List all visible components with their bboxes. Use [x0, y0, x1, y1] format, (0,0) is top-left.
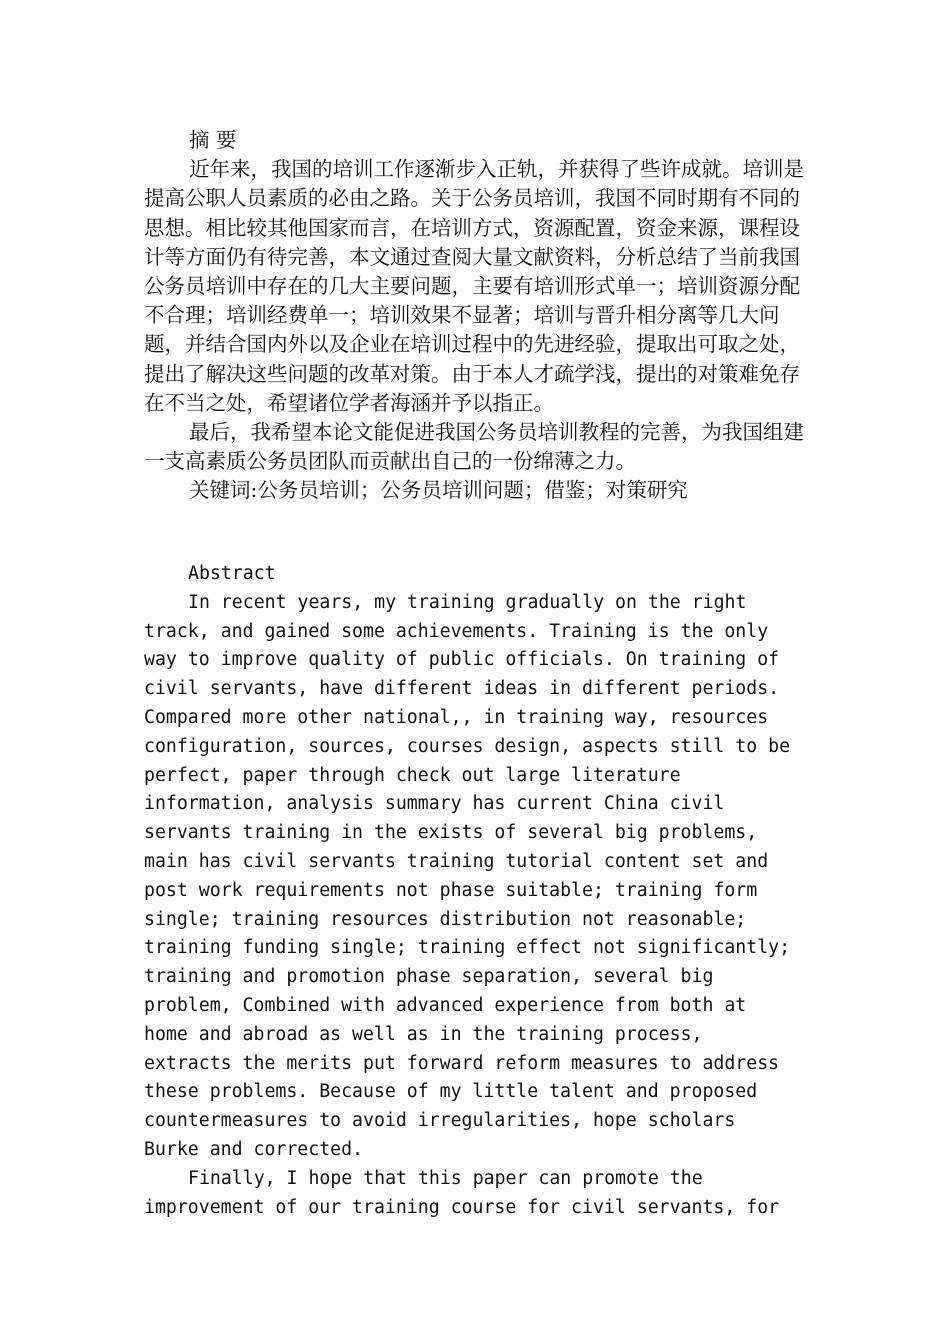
chinese-abstract-heading: 摘 要 [189, 128, 237, 152]
chinese-abstract-paragraph-1: 近年来，我国的培训工作逐渐步入正轨，并获得了些许成就。培训是提高公职人员素质的必由之路。关于公务员培训，我国不同时期有不同的思想。相比较其他国家而言，在培训方式，资源配置，资金来源，课程设计等方面仍有待完善，本文通过查阅大量文献资料，分析总结了当前我国公务员培训中存在的几大主要问题，主要有培训形式单一；培训资源分配不合理；培训经费单一；培训效果不显著；培训与晋升相分离等几大问题，并结合国内外以及企业在培训过程中的先进经验，提取出可取之处，提出了解决这些问题的改革对策。由于本人才疏学浅，提出的对策难免存在不当之处，希望诸位学者海涵并予以指正。 [144, 157, 804, 415]
english-final-line: Finally, I hope that this paper can promote the [188, 1167, 703, 1189]
english-abstract-line: servants training in the exists of several big problems, [144, 822, 758, 844]
english-abstract [144, 560, 814, 1222]
english-abstract-line: countermeasures to avoid irregularities, hope scholars [144, 1110, 736, 1132]
english-abstract-line: problem, Combined with advanced experience from both at [144, 994, 747, 1016]
english-abstract-line: civil servants, have different ideas in different periods. [144, 678, 780, 700]
english-abstract-line: home and abroad as well as in the training process, [144, 1023, 703, 1045]
english-abstract-line: extracts the merits put forward reform measures to address [144, 1052, 780, 1074]
english-abstract-line: configuration, sources, courses design, aspects still to be [144, 735, 791, 757]
english-abstract-line: In recent years, my training gradually on the right [188, 591, 747, 613]
english-abstract-line: training and promotion phase separation, several big [144, 966, 714, 988]
english-abstract-line: main has civil servants training tutorial content set and [144, 850, 769, 872]
english-abstract-line: post work requirements not phase suitable; training form [144, 879, 758, 901]
english-abstract-line: way to improve quality of public officials. On training of [144, 649, 780, 671]
english-abstract-line: training funding single; training effect not significantly; [144, 937, 791, 959]
english-abstract-heading: Abstract [188, 563, 276, 584]
chinese-abstract-paragraph-2: 最后，我希望本论文能促进我国公务员培训教程的完善，为我国组建一支高素质公务员团队而贡献出自己的一份绵薄之力。 [144, 420, 804, 474]
chinese-abstract [144, 126, 814, 506]
chinese-keywords: 关键词:公务员培训；公务员培训问题；借鉴；对策研究 [189, 478, 688, 503]
english-abstract-line: Burke and corrected. [144, 1138, 363, 1160]
english-final-line: improvement of our training course for civil servants, for [144, 1196, 780, 1218]
english-abstract-line: these problems. Because of my little talent and proposed [144, 1081, 758, 1103]
english-abstract-line: perfect, paper through check out large literature [144, 764, 681, 786]
english-abstract-line: track, and gained some achievements. Training is the only [144, 620, 769, 642]
english-abstract-line: information, analysis summary has current China civil [144, 793, 725, 815]
english-abstract-line: Compared more other national,, in training way, resources [144, 706, 769, 728]
english-abstract-line: single; training resources distribution not reasonable; [144, 908, 747, 930]
